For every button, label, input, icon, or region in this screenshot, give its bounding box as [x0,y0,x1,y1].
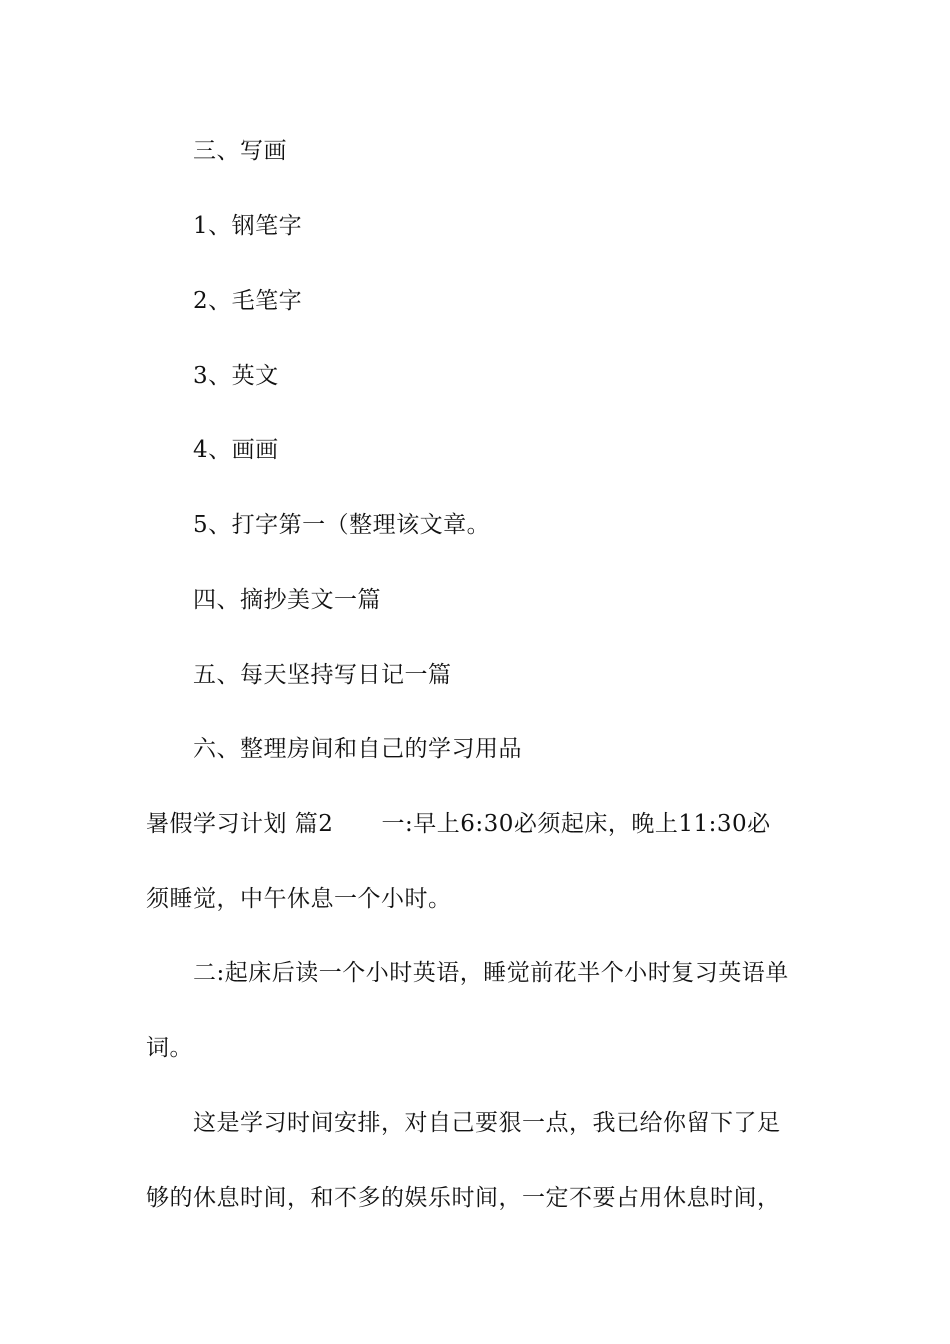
paragraph-2-line-1: 二:起床后读一个小时英语，睡觉前花半个小时复习英语单 [193,960,789,986]
list-item-brush-calligraphy: 2、毛笔字 [193,288,303,314]
heading-copy-essay: 四、摘抄美文一篇 [193,587,381,613]
heading-writing-drawing: 三、写画 [193,138,287,164]
heading-daily-diary: 五、每天坚持写日记一篇 [193,662,452,688]
list-item-typing: 5、打字第一（整理该文章。 [193,512,491,538]
heading-tidy-room: 六、整理房间和自己的学习用品 [193,736,522,762]
paragraph-2-line-2: 词。 [146,1035,193,1061]
paragraph-1-line-1: 一:早上6:30必须起床，晚上11:30必 [381,811,771,837]
section-title-line [146,809,771,839]
paragraph-3-line-2: 够的休息时间，和不多的娱乐时间，一定不要占用休息时间， [146,1185,781,1211]
paragraph-3-line-1: 这是学习时间安排，对自己要狠一点，我已给你留下了足 [193,1110,781,1136]
list-item-english: 3、英文 [193,363,279,389]
paragraph-1-line-2: 须睡觉，中午休息一个小时。 [146,886,452,912]
list-item-drawing: 4、画画 [193,437,279,463]
list-item-pen-calligraphy: 1、钢笔字 [193,213,303,239]
section-title: 暑假学习计划 篇2 [146,811,334,837]
